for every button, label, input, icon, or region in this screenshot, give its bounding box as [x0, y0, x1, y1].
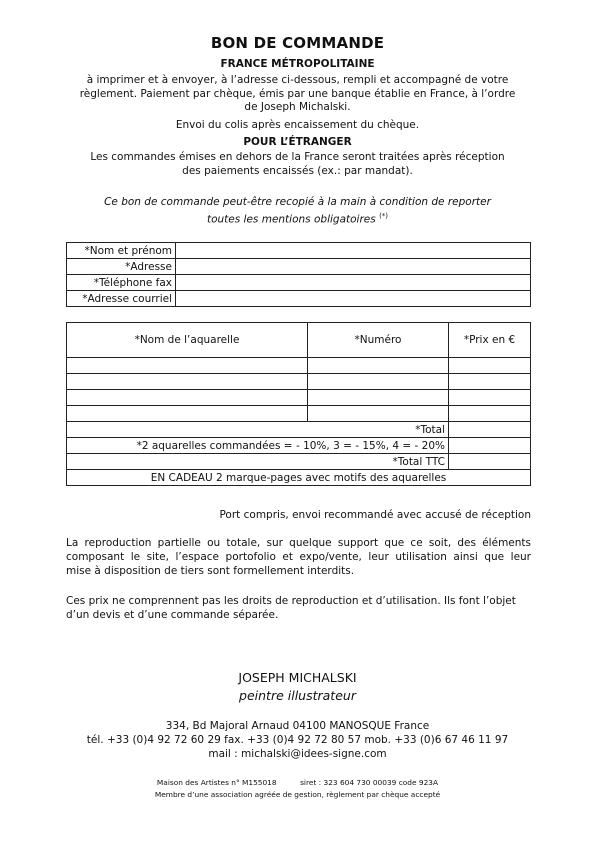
total-row	[67, 422, 531, 438]
page-title: BON DE COMMANDE	[210, 34, 385, 52]
note-mark: (*)	[379, 211, 389, 220]
order-number-cell[interactable]	[308, 358, 449, 374]
contact-row-email	[67, 291, 531, 307]
order-table	[66, 322, 531, 486]
total-ttc-row	[67, 454, 531, 470]
col-header-number: *Numéro	[308, 323, 449, 358]
france-line-4: Envoi du colis après encaissement du chèque.	[175, 119, 420, 131]
total-label: *Total	[67, 422, 449, 438]
shipping-note: Port compris, envoi recommandé avec accusé de réception	[219, 509, 531, 521]
gift-label: EN CADEAU 2 marque-pages avec motifs des aquarelles	[67, 470, 531, 486]
order-price-cell[interactable]	[449, 406, 531, 422]
france-heading: FRANCE MÉTROPOLITAINE	[220, 58, 375, 70]
legal-line-3: mise à disposition de tiers sont formellement interdits.	[66, 565, 355, 577]
col-header-name: *Nom de l’aquarelle	[67, 323, 308, 358]
address-field[interactable]	[176, 259, 531, 275]
order-price-cell[interactable]	[449, 374, 531, 390]
contact-row-name	[67, 243, 531, 259]
order-name-cell[interactable]	[67, 390, 308, 406]
artist-role: peintre illustrateur	[239, 688, 356, 703]
abroad-heading: POUR L’ÉTRANGER	[243, 136, 352, 148]
contact-row-phone	[67, 275, 531, 291]
order-row	[67, 390, 531, 406]
address: 334, Bd Majoral Arnaud 04100 MANOSQUE France	[165, 720, 430, 732]
order-number-cell[interactable]	[308, 390, 449, 406]
order-header-row	[67, 323, 531, 358]
contact-table	[66, 242, 531, 307]
email-address: mail : michalski@idees-signe.com	[208, 748, 387, 760]
phone-field[interactable]	[176, 275, 531, 291]
abroad-line-1: Les commandes émises en dehors de la France seront traitées après réception	[90, 151, 505, 163]
artist-name: JOSEPH MICHALSKI	[238, 670, 357, 685]
order-row	[67, 406, 531, 422]
discount-row	[67, 438, 531, 454]
field-label: *Adresse	[67, 259, 176, 275]
rights-line-1: Ces prix ne comprennent pas les droits de reproduction et d’utilisation. Ils font l’objet	[66, 595, 516, 607]
rights-line-2: d’un devis et d’une commande séparée.	[66, 609, 279, 621]
abroad-line-2: des paiements encaissés (ex.: par mandat).	[182, 164, 413, 177]
france-line-2: règlement. Paiement par chèque, émis par une banque établie en France, à l’ordre	[79, 87, 516, 100]
note-line-2	[0, 210, 595, 227]
order-price-cell[interactable]	[449, 390, 531, 406]
field-label: *Adresse courriel	[67, 291, 176, 307]
discount-label: *2 aquarelles commandées = - 10%, 3 = - 15%, 4 = - 20%	[67, 438, 449, 454]
legal-line-1: La reproduction partielle ou totale, sur quelque support que ce soit, des éléments	[66, 537, 531, 549]
field-label: *Téléphone fax	[67, 275, 176, 291]
france-line-3: de Joseph Michalski.	[244, 101, 351, 113]
footer-line-2: Membre d’une association agréée de gestion, règlement par chèque accepté	[154, 790, 441, 799]
order-name-cell[interactable]	[67, 406, 308, 422]
footer-line-1: Maison des Artistes n° M155018 siret : 323 604 730 00039 code 923A	[156, 778, 439, 787]
order-name-cell[interactable]	[67, 358, 308, 374]
total-ttc-label: *Total TTC	[67, 454, 449, 470]
order-number-cell[interactable]	[308, 406, 449, 422]
legal-line-2: composant le site, l’espace portofolio et expo/vente, leur utilisation ainsi que leur	[66, 551, 531, 563]
order-number-cell[interactable]	[308, 374, 449, 390]
col-header-price: *Prix en €	[449, 323, 531, 358]
note-line-1: Ce bon de commande peut-être recopié à la main à condition de reporter	[104, 196, 491, 208]
phone-numbers: tél. +33 (0)4 92 72 60 29 fax. +33 (0)4 92 72 80 57 mob. +33 (0)6 67 46 11 97	[86, 734, 509, 746]
gift-row	[67, 470, 531, 486]
contact-row-address	[67, 259, 531, 275]
order-row	[67, 358, 531, 374]
total-cell[interactable]	[449, 422, 531, 438]
total-ttc-cell[interactable]	[449, 454, 531, 470]
discount-cell[interactable]	[449, 438, 531, 454]
order-price-cell[interactable]	[449, 358, 531, 374]
field-label: *Nom et prénom	[67, 243, 176, 259]
france-line-1: à imprimer et à envoyer, à l’adresse ci-dessous, rempli et accompagné de votre	[86, 74, 509, 86]
order-name-cell[interactable]	[67, 374, 308, 390]
name-field[interactable]	[176, 243, 531, 259]
email-field[interactable]	[176, 291, 531, 307]
note-line-2-text: toutes les mentions obligatoires	[206, 213, 376, 225]
order-row	[67, 374, 531, 390]
